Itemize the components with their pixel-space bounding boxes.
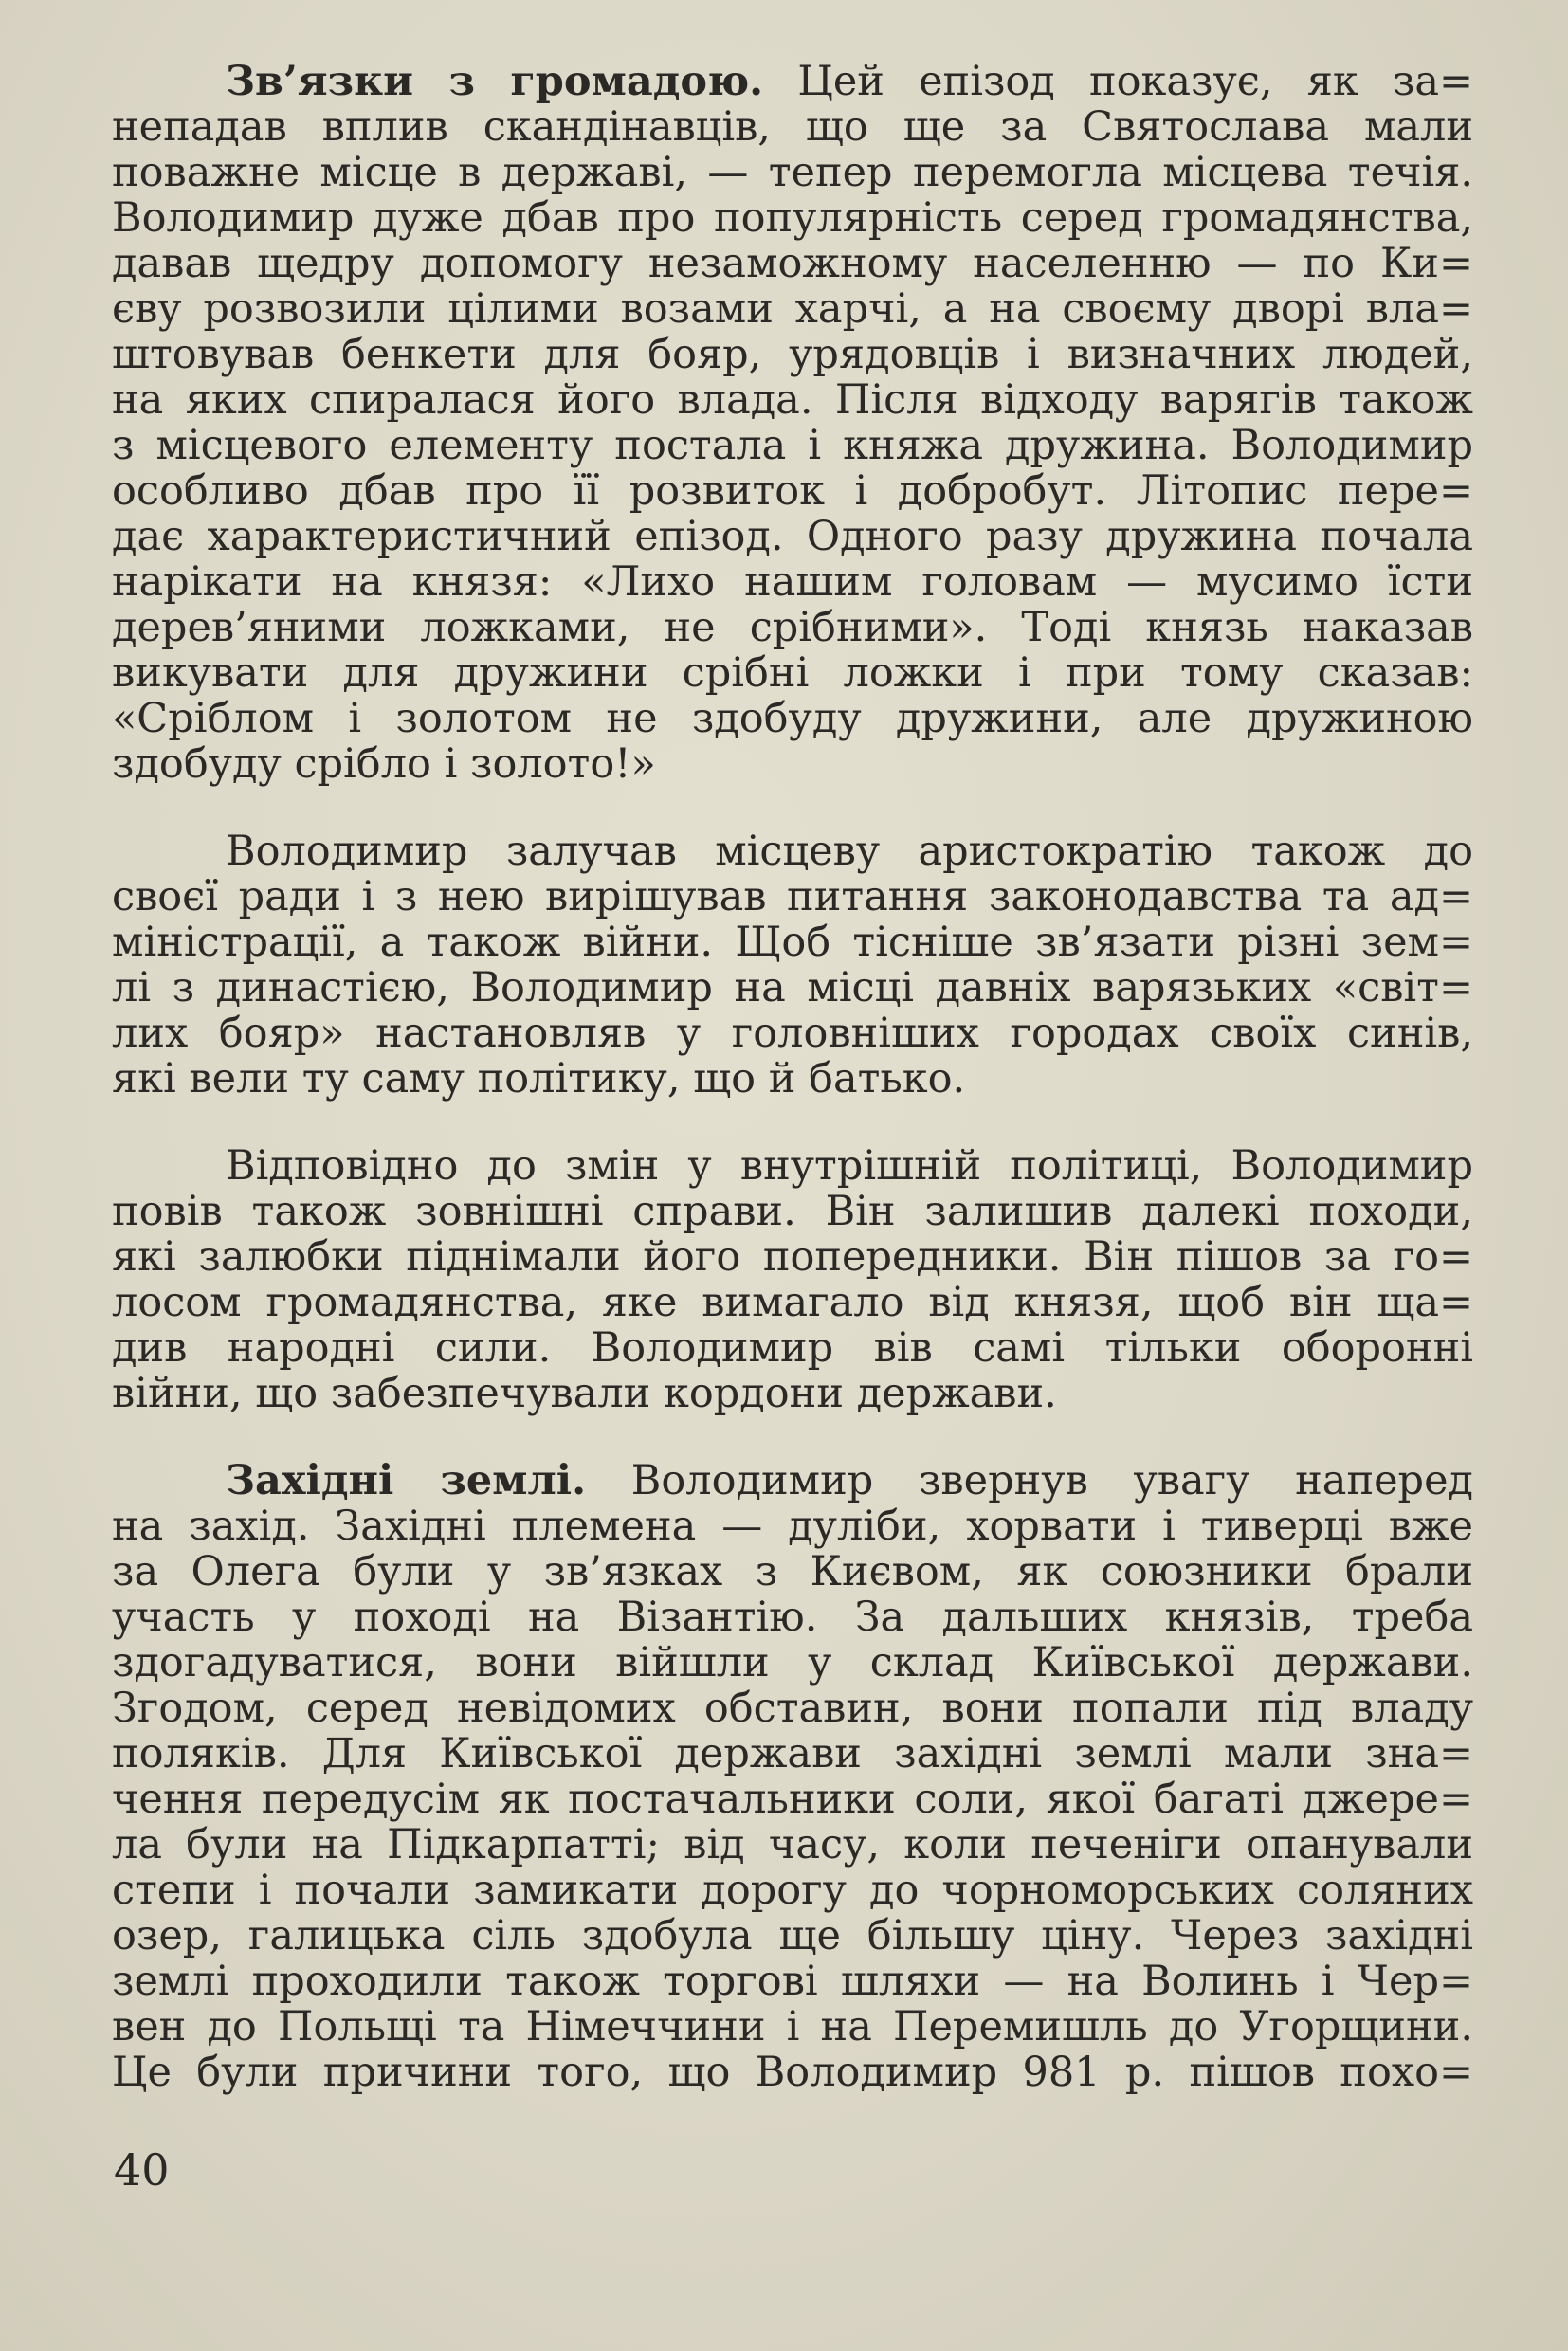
text-line: див народні сили. Володимир вів самі тільки оборонні (112, 1325, 1473, 1371)
text-line: вен до Польщі та Німеччини і на Перемишль до Угорщини. (112, 2004, 1473, 2050)
text-line: Західні землі. Володимир звернув увагу наперед (226, 1458, 1473, 1504)
text-line: викувати для дружини срібні ложки і при тому сказав: (112, 650, 1473, 696)
text-line: Це були причини того, що Володимир 981 р. пішов похо= (112, 2050, 1473, 2095)
text-line: здобуду срібло і золото!» (112, 741, 656, 787)
paragraph-foreign-affairs (112, 1143, 1473, 1416)
text-line: здогадуватися, вони війшли у склад Київської держави. (112, 1640, 1473, 1686)
text-line: Володимир дуже дбав про популярність серед громадянства, (112, 195, 1473, 241)
text-line: особливо дбав про її розвиток і добробут. Літопис пере= (112, 468, 1473, 514)
paragraph-aristocracy (112, 829, 1473, 1102)
text-line: нарікати на князя: «Лихо нашим головам — мусимо їсти (112, 559, 1473, 605)
text-line: «Сріблом і золотом не здобуду дружини, але дружиною (112, 696, 1473, 741)
text-line: чення передусім як постачальники соли, якої багаті джере= (112, 1777, 1473, 1822)
text-line: поважне місце в державі, — тепер перемогла місцева течія. (112, 150, 1473, 195)
text-line: поляків. Для Київської держави західні землі мали зна= (112, 1731, 1473, 1777)
text-line: які вели ту саму політику, що й батько. (112, 1056, 966, 1102)
text-line: які залюбки піднімали його попередники. Він пішов за го= (112, 1234, 1473, 1280)
paragraph-western-lands (112, 1458, 1473, 2095)
text-line: єву розвозили цілими возами харчі, а на своєму дворі вла= (112, 286, 1473, 332)
text-line: озер, галицька сіль здобула ще більшу ціну. Через західні (112, 1913, 1473, 1959)
text-line: Зв’язки з громадою. Цей епізод показує, як за= (226, 59, 1473, 104)
text-line: міністрації, а також війни. Щоб тісніше зв’язати різні зем= (112, 920, 1473, 965)
page-text (112, 59, 1473, 2137)
text-line: за Олега були у зв’язках з Києвом, як союзники брали (112, 1549, 1473, 1595)
section-heading: Західні землі. (226, 1458, 587, 1504)
text-line: Згодом, серед невідомих обставин, вони попали під владу (112, 1686, 1473, 1731)
text-line: штовував бенкети для бояр, урядовців і визначних людей, (112, 332, 1473, 377)
text-line: лосом громадянства, яке вимагало від князя, щоб він ща= (112, 1280, 1473, 1325)
text-line: участь у поході на Візантію. За дальших князів, треба (112, 1595, 1473, 1640)
section-heading: Зв’язки з громадою. (226, 59, 764, 104)
text-line: повів також зовнішні справи. Він залишив далекі походи, (112, 1189, 1473, 1234)
text-line: дерев’яними ложками, не срібними». Тоді князь наказав (112, 605, 1473, 650)
text-line: давав щедру допомогу незаможному населенню — по Ки= (112, 241, 1473, 286)
page-number: 40 (114, 2144, 170, 2196)
text-line: Володимир залучав місцеву аристократію також до (226, 829, 1473, 874)
text-line: землі проходили також торгові шляхи — на Волинь і Чер= (112, 1959, 1473, 2004)
text-line: на яких спиралася його влада. Після відходу варягів також (112, 377, 1473, 423)
text-line: ла були на Підкарпатті; від часу, коли печеніги опанували (112, 1822, 1473, 1868)
text-line: на захід. Західні племена — дуліби, хорвати і тиверці вже (112, 1504, 1473, 1549)
text-line: війни, що забезпечували кордони держави. (112, 1371, 1057, 1416)
text-line: непадав вплив скандінавців, що ще за Святослава мали (112, 104, 1473, 150)
paragraph-connections-with-community (112, 59, 1473, 787)
text-line: степи і почали замикати дорогу до чорноморських соляних (112, 1868, 1473, 1913)
text-line: з місцевого елементу постала і княжа дружина. Володимир (112, 423, 1473, 468)
text-line: своєї ради і з нею вирішував питання законодавства та ад= (112, 874, 1473, 920)
text-line: лі з династією, Володимир на місці давніх варязьких «світ= (112, 965, 1473, 1011)
text-line: Відповідно до змін у внутрішній політиці, Володимир (226, 1143, 1473, 1189)
text-line: лих бояр» настановляв у головніших городах своїх синів, (112, 1011, 1473, 1056)
text-line: дає характеристичний епізод. Одного разу дружина почала (112, 514, 1473, 559)
